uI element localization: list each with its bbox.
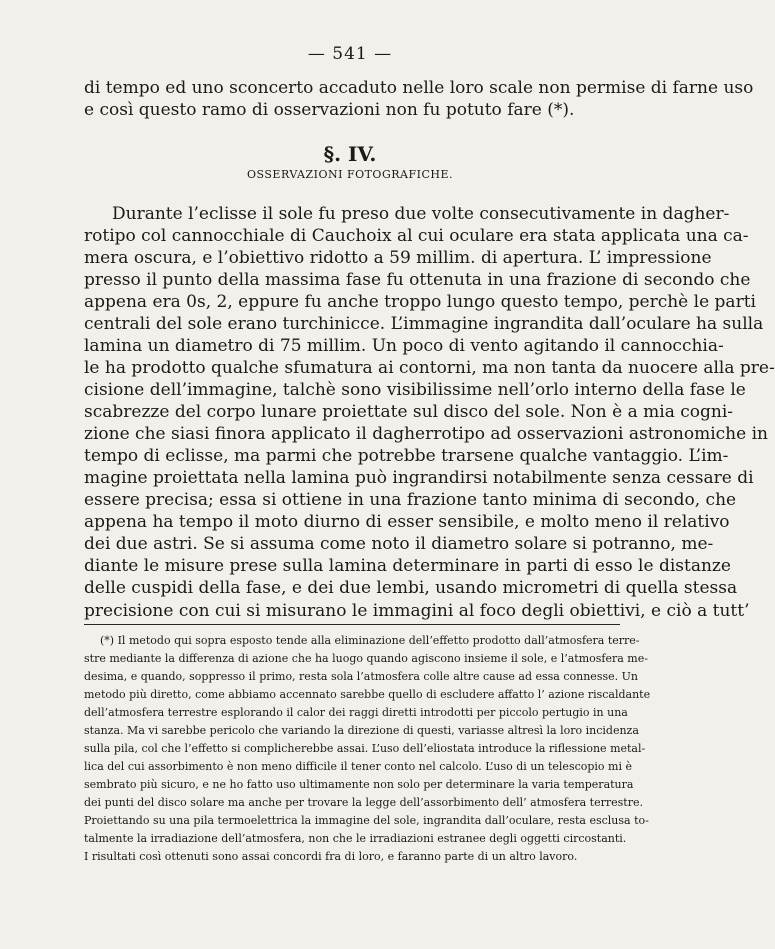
- text-line: le ha prodotto qualche sfumatura ai contorni, ma non tanta da nuocere alla pre-: [84, 358, 775, 378]
- section-title: §. IV.: [323, 142, 377, 166]
- footnote-line: dei punti del disco solare ma anche per trovare la legge dell’assorbimento dell’ atmosfera terrestre.: [84, 796, 643, 809]
- text-line: cisione dell’immagine, talchè sono visibilissime nell’orlo interno della fase le: [84, 380, 746, 400]
- text-line: tempo di eclisse, ma parmi che potrebbe trarsene qualche vantaggio. L’im-: [84, 446, 729, 466]
- text-line: rotipo col cannocchiale di Cauchoix al cui oculare era stata applicata una ca-: [84, 226, 749, 246]
- text-line: centrali del sole erano turchinicce. L’immagine ingrandita dall’oculare ha sulla: [84, 314, 764, 334]
- footnote-line: sulla pila, col che l’effetto si complicherebbe assai. L’uso dell’eliostata introduce la riflessione metal-: [84, 742, 646, 755]
- footnote-line: I risultati così ottenuti sono assai concordi fra di loro, e faranno parte di un altro lavoro.: [84, 850, 578, 863]
- text-line: delle cuspidi della fase, e dei due lembi, usando micrometri di quella stessa: [84, 578, 738, 598]
- text-line: presso il punto della massima fase fu ottenuta in una frazione di secondo che: [84, 270, 751, 290]
- footnote-line: talmente la irradiazione dell’atmosfera, non che le irradiazioni estranee degli oggetti circostanti.: [84, 832, 627, 845]
- footnote-line: (*) Il metodo qui sopra esposto tende alla eliminazione dell’effetto prodotto dall’atmosfera terre-: [100, 634, 640, 647]
- text-line: zione che siasi finora applicato il dagherrotipo ad osservazioni astronomiche in: [84, 424, 768, 444]
- footnote-line: Proiettando su una pila termoelettrica la immagine del sole, ingrandita dall’oculare, resta esclusa to-: [84, 814, 649, 827]
- text-line: dei due astri. Se si assuma come noto il diametro solare si potranno, me-: [84, 534, 714, 554]
- text-line: diante le misure prese sulla lamina determinare in parti di esso le distanze: [84, 556, 731, 576]
- text-line: precisione con cui si misurano le immagini al foco degli obiettivi, e ciò a tutt’: [84, 601, 750, 621]
- footnote-line: lica del cui assorbimento è non meno difficile il tener conto nel calcolo. L’uso di un telescopio mi è: [84, 760, 633, 773]
- text-line: scabrezze del corpo lunare proiettate sul disco del sole. Non è a mia cogni-: [84, 402, 734, 422]
- footnote-line: stanza. Ma vi sarebbe pericolo che variando la direzione di questi, variasse altresì la loro incidenza: [84, 724, 639, 737]
- footnote-line: dell’atmosfera terrestre esplorando il calor dei raggi diretti introdotti per piccolo pertugio in una: [84, 706, 628, 719]
- page-number: — 541 —: [307, 44, 393, 64]
- footnote-rule: [84, 624, 620, 625]
- text-line: appena era 0s, 2, eppure fu anche troppo lungo questo tempo, perchè le parti: [84, 292, 756, 312]
- text-line: mera oscura, e l’obiettivo ridotto a 59 millim. di apertura. L’ impressione: [84, 248, 712, 268]
- text-line: appena ha tempo il moto diurno di esser sensibile, e molto meno il relativo: [84, 512, 730, 532]
- footnote-line: sembrato più sicuro, e ne ho fatto uso ultimamente non solo per determinare la varia temperatura: [84, 778, 634, 791]
- text-line: magine proiettata nella lamina può ingrandirsi notabilmente senza cessare di: [84, 468, 754, 488]
- footnote-line: metodo più diretto, come abbiamo accennato sarebbe quello di escludere affatto l’ azione riscaldante: [84, 688, 651, 701]
- text-line: e così questo ramo di osservazioni non fu potuto fare (*).: [84, 100, 575, 120]
- text-line: Durante l’eclisse il sole fu preso due volte consecutivamente in dagher-: [112, 204, 730, 224]
- text-line: essere precisa; essa si ottiene in una frazione tanto minima di secondo, che: [84, 490, 737, 510]
- text-line: di tempo ed uno sconcerto accaduto nelle loro scale non permise di farne uso: [84, 78, 754, 98]
- footnote-line: stre mediante la differenza di azione che ha luogo quando agiscono insieme il sole, e l’atmosfera me-: [84, 652, 648, 665]
- text-line: lamina un diametro di 75 millim. Un poco di vento agitando il cannocchia-: [84, 336, 724, 356]
- section-subtitle: OSSERVAZIONI FOTOGRAFICHE.: [247, 168, 453, 181]
- footnote-line: desima, e quando, soppresso il primo, resta sola l’atmosfera colle altre cause ad essa connesse. Un: [84, 670, 638, 683]
